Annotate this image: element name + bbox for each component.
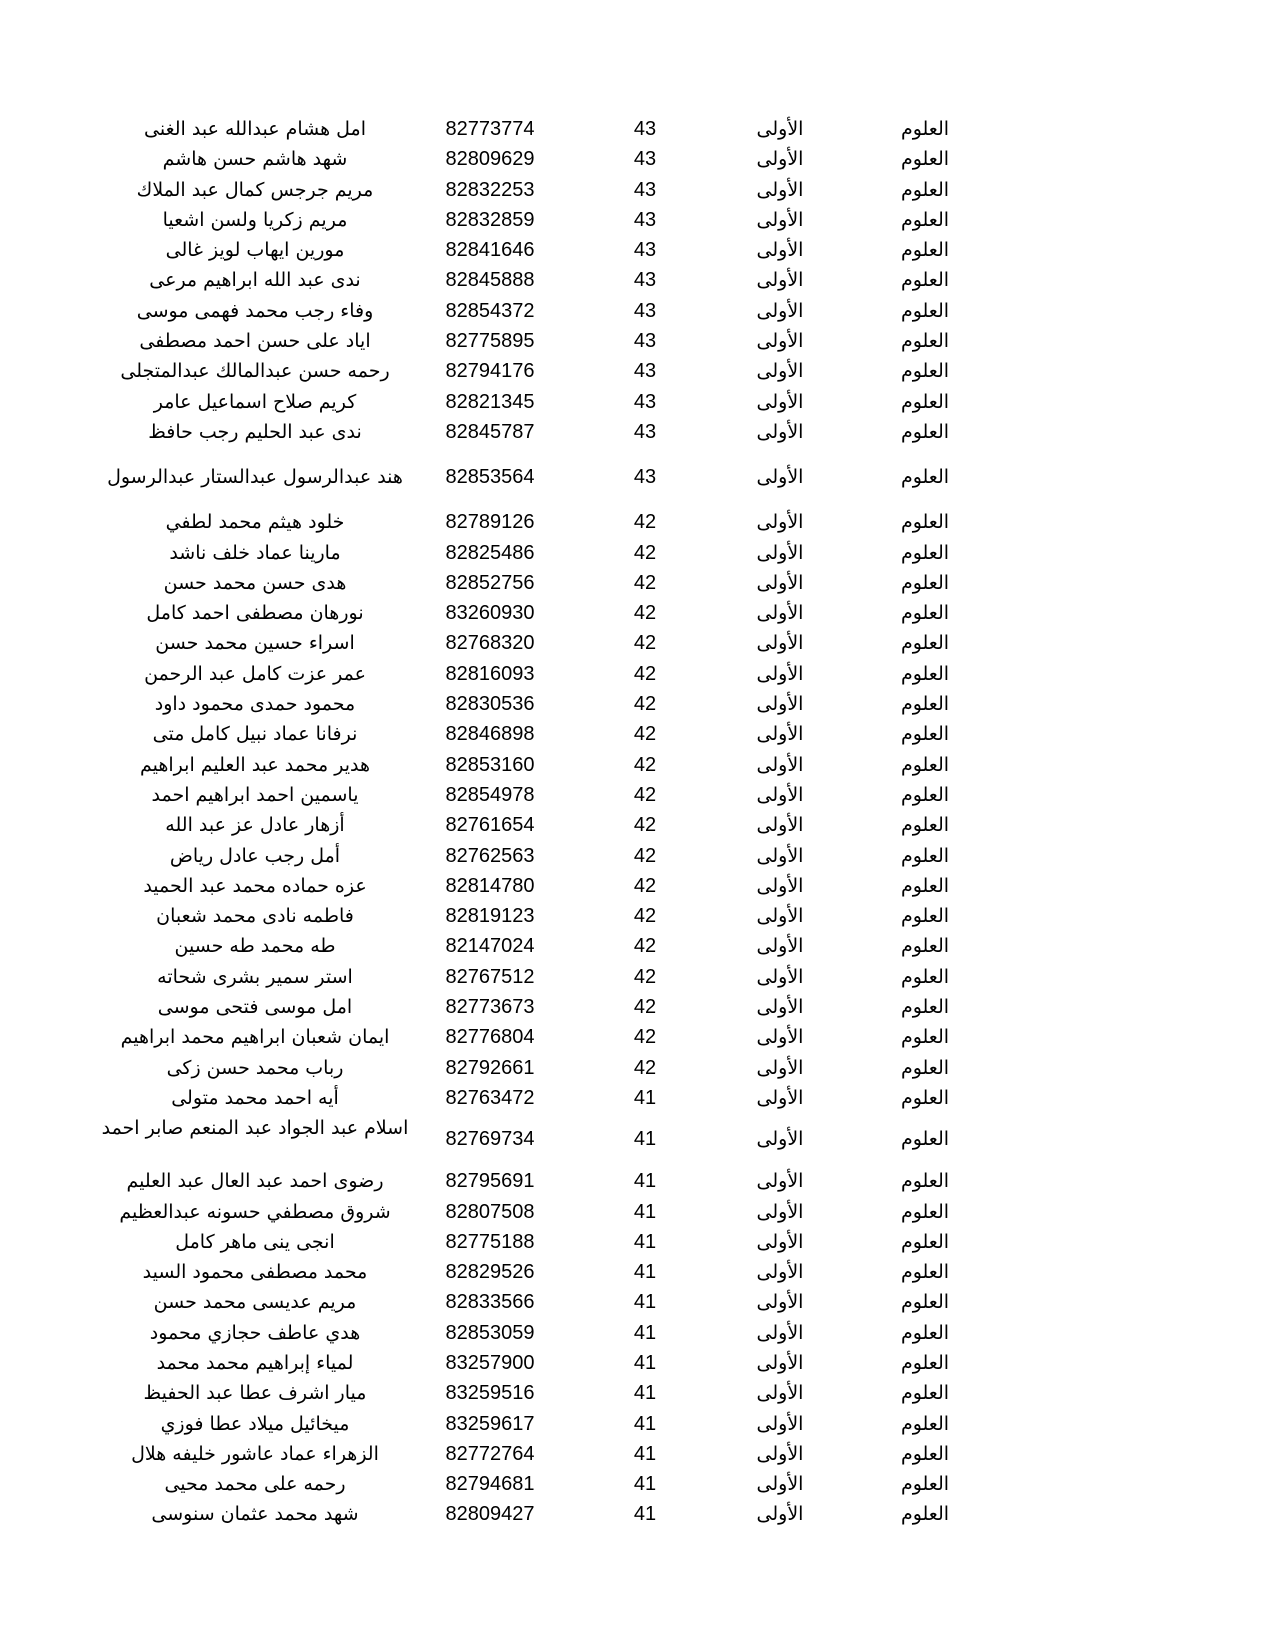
student-name-cell: أيه احمد محمد متولى <box>171 1086 339 1109</box>
student-name-cell: مارينا عماد خلف ناشد <box>169 541 341 564</box>
level-cell: الأولى <box>756 1200 804 1223</box>
student-name-cell: أمل رجب عادل رياض <box>169 844 341 867</box>
seat-number-cell: 82792661 <box>445 1056 535 1079</box>
subject-cell: العلوم <box>900 420 950 443</box>
score-cell: 43 <box>633 269 657 292</box>
student-name-cell: رضوى احمد عبد العال عبد العليم <box>126 1170 384 1193</box>
level-cell: الأولى <box>756 1026 804 1049</box>
score-cell: 42 <box>633 723 657 746</box>
seat-number-cell: 82832253 <box>445 178 535 201</box>
student-name-cell: امل موسى فتحى موسى <box>157 996 353 1019</box>
seat-number-cell: 83259617 <box>445 1412 535 1435</box>
seat-number-cell: 82789126 <box>445 511 535 534</box>
score-cell: 42 <box>633 874 657 897</box>
subject-cell: العلوم <box>900 1442 950 1465</box>
subject-cell: العلوم <box>900 541 950 564</box>
subject-cell: العلوم <box>900 269 950 292</box>
level-cell: الأولى <box>756 571 804 594</box>
level-cell: الأولى <box>756 723 804 746</box>
student-name-cell: أزهار عادل عز عبد الله <box>165 814 345 837</box>
results-list <box>0 114 1275 1530</box>
student-name-cell: ايمان شعبان ابراهيم محمد ابراهيم <box>120 1026 390 1049</box>
score-cell: 41 <box>633 1128 657 1151</box>
student-name-cell: لمياء إبراهيم محمد محمد <box>156 1351 354 1374</box>
seat-number-cell: 82773673 <box>445 996 535 1019</box>
seat-number-cell: 82769734 <box>445 1128 535 1151</box>
table-row <box>0 1287 1275 1317</box>
student-name-cell: محمد مصطفى محمود السيد <box>142 1261 368 1284</box>
level-cell: الأولى <box>756 1170 804 1193</box>
student-name-cell: رباب محمد حسن زكى <box>166 1056 344 1079</box>
student-name-cell: انجى ينى ماهر كامل <box>175 1230 335 1253</box>
level-cell: الأولى <box>756 1442 804 1465</box>
table-row <box>0 507 1275 537</box>
seat-number-cell: 82819123 <box>445 905 535 928</box>
seat-number-cell: 82830536 <box>445 693 535 716</box>
table-row <box>0 175 1275 205</box>
student-name-cell: نورهان مصطفى احمد كامل <box>146 602 364 625</box>
level-cell: الأولى <box>756 1412 804 1435</box>
student-name-cell: استر سمير بشرى شحاته <box>157 965 353 988</box>
level-cell: الأولى <box>756 269 804 292</box>
seat-number-cell: 82762563 <box>445 844 535 867</box>
level-cell: الأولى <box>756 330 804 353</box>
table-row <box>0 598 1275 628</box>
level-cell: الأولى <box>756 783 804 806</box>
level-cell: الأولى <box>756 390 804 413</box>
student-name-cell: مريم عديسى محمد حسن <box>153 1291 357 1314</box>
table-row <box>0 417 1275 447</box>
seat-number-cell: 82775895 <box>445 330 535 353</box>
subject-cell: العلوم <box>900 1321 950 1344</box>
subject-cell: العلوم <box>900 662 950 685</box>
level-cell: الأولى <box>756 1261 804 1284</box>
score-cell: 43 <box>633 299 657 322</box>
table-row <box>0 992 1275 1022</box>
subject-cell: العلوم <box>900 996 950 1019</box>
seat-number-cell: 82852756 <box>445 571 535 594</box>
level-cell: الأولى <box>756 466 804 489</box>
student-name-cell: شهد هاشم حسن هاشم <box>162 148 348 171</box>
score-cell: 42 <box>633 844 657 867</box>
table-row <box>0 1257 1275 1287</box>
level-cell: الأولى <box>756 905 804 928</box>
level-cell: الأولى <box>756 662 804 685</box>
table-row <box>0 871 1275 901</box>
score-cell: 41 <box>633 1086 657 1109</box>
score-cell: 42 <box>633 602 657 625</box>
table-row <box>0 235 1275 265</box>
subject-cell: العلوم <box>900 208 950 231</box>
seat-number-cell: 82845787 <box>445 420 535 443</box>
score-cell: 41 <box>633 1382 657 1405</box>
seat-number-cell: 82776804 <box>445 1026 535 1049</box>
subject-cell: العلوم <box>900 1128 950 1151</box>
student-name-cell: اسراء حسين محمد حسن <box>155 632 355 655</box>
table-row <box>0 296 1275 326</box>
student-name-cell: مورين ايهاب لويز غالى <box>165 239 345 262</box>
level-cell: الأولى <box>756 632 804 655</box>
level-cell: الأولى <box>756 1056 804 1079</box>
table-row <box>0 1439 1275 1469</box>
seat-number-cell: 82773774 <box>445 118 535 140</box>
table-row <box>0 841 1275 871</box>
table-row <box>0 659 1275 689</box>
score-cell: 43 <box>633 178 657 201</box>
score-cell: 42 <box>633 1056 657 1079</box>
table-row <box>0 1166 1275 1196</box>
level-cell: الأولى <box>756 511 804 534</box>
table-row <box>0 1083 1275 1113</box>
table-row <box>0 356 1275 386</box>
seat-number-cell: 82846898 <box>445 723 535 746</box>
level-cell: الأولى <box>756 1351 804 1374</box>
student-name-cell: فاطمه نادى محمد شعبان <box>156 905 354 928</box>
seat-number-cell: 82845888 <box>445 269 535 292</box>
table-row <box>0 265 1275 295</box>
score-cell: 41 <box>633 1291 657 1314</box>
student-name-cell: رحمه على محمد محيى <box>164 1473 346 1496</box>
level-cell: الأولى <box>756 208 804 231</box>
student-name-cell: طه محمد طه حسين <box>174 935 336 958</box>
subject-cell: العلوم <box>900 1261 950 1284</box>
subject-cell: العلوم <box>900 844 950 867</box>
subject-cell: العلوم <box>900 753 950 776</box>
table-row <box>0 114 1275 144</box>
subject-cell: العلوم <box>900 693 950 716</box>
score-cell: 41 <box>633 1200 657 1223</box>
score-cell: 41 <box>633 1503 657 1526</box>
subject-cell: العلوم <box>900 814 950 837</box>
student-name-cell: هند عبدالرسول عبدالستار عبدالرسول <box>107 466 403 489</box>
score-cell: 42 <box>633 1026 657 1049</box>
score-cell: 41 <box>633 1473 657 1496</box>
student-name-cell: هدي عاطف حجازي محمود <box>149 1321 361 1344</box>
subject-cell: العلوم <box>900 390 950 413</box>
subject-cell: العلوم <box>900 1086 950 1109</box>
table-row <box>0 1053 1275 1083</box>
level-cell: الأولى <box>756 148 804 171</box>
score-cell: 42 <box>633 662 657 685</box>
subject-cell: العلوم <box>900 632 950 655</box>
table-row <box>0 780 1275 810</box>
subject-cell: العلوم <box>900 935 950 958</box>
level-cell: الأولى <box>756 1291 804 1314</box>
student-name-cell: شهد محمد عثمان سنوسى <box>151 1503 359 1526</box>
seat-number-cell: 82147024 <box>445 935 535 958</box>
seat-number-cell: 82767512 <box>445 965 535 988</box>
student-name-cell: اياد على حسن احمد مصطفى <box>139 330 371 353</box>
table-row <box>0 144 1275 174</box>
table-row <box>0 628 1275 658</box>
level-cell: الأولى <box>756 360 804 383</box>
subject-cell: العلوم <box>900 1473 950 1496</box>
table-row <box>0 1348 1275 1378</box>
level-cell: الأولى <box>756 874 804 897</box>
score-cell: 41 <box>633 1442 657 1465</box>
score-cell: 41 <box>633 1261 657 1284</box>
subject-cell: العلوم <box>900 602 950 625</box>
seat-number-cell: 82854372 <box>445 299 535 322</box>
level-cell: الأولى <box>756 1503 804 1526</box>
score-cell: 42 <box>633 996 657 1019</box>
score-cell: 43 <box>633 148 657 171</box>
subject-cell: العلوم <box>900 874 950 897</box>
table-row <box>0 1469 1275 1499</box>
seat-number-cell: 82794176 <box>445 360 535 383</box>
seat-number-cell: 82772764 <box>445 1442 535 1465</box>
subject-cell: العلوم <box>900 330 950 353</box>
subject-cell: العلوم <box>900 905 950 928</box>
level-cell: الأولى <box>756 541 804 564</box>
subject-cell: العلوم <box>900 965 950 988</box>
subject-cell: العلوم <box>900 511 950 534</box>
level-cell: الأولى <box>756 844 804 867</box>
table-row <box>0 1378 1275 1408</box>
table-row <box>0 1113 1275 1166</box>
table-row <box>0 689 1275 719</box>
subject-cell: العلوم <box>900 178 950 201</box>
score-cell: 43 <box>633 466 657 489</box>
seat-number-cell: 83260930 <box>445 602 535 625</box>
seat-number-cell: 82809427 <box>445 1503 535 1526</box>
seat-number-cell: 82821345 <box>445 390 535 413</box>
subject-cell: العلوم <box>900 1291 950 1314</box>
table-row <box>0 205 1275 235</box>
subject-cell: العلوم <box>900 360 950 383</box>
level-cell: الأولى <box>756 420 804 443</box>
seat-number-cell: 82825486 <box>445 541 535 564</box>
table-row <box>0 750 1275 780</box>
student-name-cell: نرفانا عماد نبيل كامل متى <box>152 723 358 746</box>
score-cell: 43 <box>633 390 657 413</box>
subject-cell: العلوم <box>900 1056 950 1079</box>
seat-number-cell: 82809629 <box>445 148 535 171</box>
table-row <box>0 1499 1275 1529</box>
score-cell: 41 <box>633 1321 657 1344</box>
level-cell: الأولى <box>756 753 804 776</box>
score-cell: 41 <box>633 1170 657 1193</box>
table-row <box>0 1197 1275 1227</box>
subject-cell: العلوم <box>900 723 950 746</box>
score-cell: 43 <box>633 330 657 353</box>
seat-number-cell: 82841646 <box>445 239 535 262</box>
score-cell: 43 <box>633 208 657 231</box>
score-cell: 42 <box>633 753 657 776</box>
level-cell: الأولى <box>756 1086 804 1109</box>
subject-cell: العلوم <box>900 783 950 806</box>
score-cell: 43 <box>633 420 657 443</box>
student-name-cell: الزهراء عماد عاشور خليفه هلال <box>131 1442 379 1465</box>
seat-number-cell: 82768320 <box>445 632 535 655</box>
level-cell: الأولى <box>756 1230 804 1253</box>
table-row <box>0 326 1275 356</box>
seat-number-cell: 82807508 <box>445 1200 535 1223</box>
subject-cell: العلوم <box>900 1200 950 1223</box>
score-cell: 42 <box>633 814 657 837</box>
score-cell: 42 <box>633 783 657 806</box>
student-name-cell: ميخائيل ميلاد عطا فوزي <box>160 1412 350 1435</box>
seat-number-cell: 82761654 <box>445 814 535 837</box>
level-cell: الأولى <box>756 996 804 1019</box>
seat-number-cell: 82854978 <box>445 783 535 806</box>
level-cell: الأولى <box>756 935 804 958</box>
subject-cell: العلوم <box>900 1170 950 1193</box>
level-cell: الأولى <box>756 1473 804 1496</box>
seat-number-cell: 82763472 <box>445 1086 535 1109</box>
subject-cell: العلوم <box>900 1412 950 1435</box>
student-name-cell: كريم صلاح اسماعيل عامر <box>153 390 357 413</box>
seat-number-cell: 82795691 <box>445 1170 535 1193</box>
subject-cell: العلوم <box>900 466 950 489</box>
seat-number-cell: 82829526 <box>445 1261 535 1284</box>
student-name-cell: عمر عزت كامل عبد الرحمن <box>144 662 366 685</box>
level-cell: الأولى <box>756 693 804 716</box>
score-cell: 42 <box>633 632 657 655</box>
table-row <box>0 447 1275 507</box>
seat-number-cell: 83259516 <box>445 1382 535 1405</box>
seat-number-cell: 82794681 <box>445 1473 535 1496</box>
level-cell: الأولى <box>756 299 804 322</box>
score-cell: 42 <box>633 571 657 594</box>
seat-number-cell: 82814780 <box>445 874 535 897</box>
table-row <box>0 719 1275 749</box>
table-row <box>0 538 1275 568</box>
student-name-cell: شروق مصطفي حسونه عبدالعظيم <box>119 1200 391 1223</box>
student-name-cell: مريم جرجس كمال عبد الملاك <box>136 178 374 201</box>
student-name-cell: اسلام عبد الجواد عبد المنعم صابر احمد <box>101 1117 409 1140</box>
score-cell: 42 <box>633 693 657 716</box>
subject-cell: العلوم <box>900 1382 950 1405</box>
score-cell: 43 <box>633 118 657 140</box>
table-row <box>0 1318 1275 1348</box>
table-row <box>0 931 1275 961</box>
table-row <box>0 1227 1275 1257</box>
table-row <box>0 568 1275 598</box>
seat-number-cell: 82853564 <box>445 466 535 489</box>
subject-cell: العلوم <box>900 299 950 322</box>
score-cell: 41 <box>633 1351 657 1374</box>
student-name-cell: ندى عبد الله ابراهيم مرعى <box>149 269 361 292</box>
table-row <box>0 962 1275 992</box>
level-cell: الأولى <box>756 1321 804 1344</box>
seat-number-cell: 82832859 <box>445 208 535 231</box>
student-name-cell: ميار اشرف عطا عبد الحفيظ <box>143 1382 367 1405</box>
level-cell: الأولى <box>756 814 804 837</box>
seat-number-cell: 83257900 <box>445 1351 535 1374</box>
subject-cell: العلوم <box>900 1351 950 1374</box>
seat-number-cell: 82833566 <box>445 1291 535 1314</box>
seat-number-cell: 82816093 <box>445 662 535 685</box>
score-cell: 43 <box>633 239 657 262</box>
score-cell: 42 <box>633 541 657 564</box>
subject-cell: العلوم <box>900 148 950 171</box>
student-name-cell: عزه حماده محمد عبد الحميد <box>143 874 367 897</box>
seat-number-cell: 82853059 <box>445 1321 535 1344</box>
student-name-cell: هدى حسن محمد حسن <box>163 571 347 594</box>
student-name-cell: ندى عبد الحليم رجب حافظ <box>148 420 362 443</box>
score-cell: 42 <box>633 511 657 534</box>
table-row <box>0 387 1275 417</box>
score-cell: 43 <box>633 360 657 383</box>
level-cell: الأولى <box>756 239 804 262</box>
table-row <box>0 810 1275 840</box>
student-name-cell: ياسمين احمد ابراهيم احمد <box>151 783 359 806</box>
student-name-cell: خلود هيثم محمد لطفي <box>165 511 345 534</box>
score-cell: 41 <box>633 1412 657 1435</box>
student-name-cell: وفاء رجب محمد فهمى موسى <box>136 299 374 322</box>
level-cell: الأولى <box>756 1128 804 1151</box>
level-cell: الأولى <box>756 178 804 201</box>
level-cell: الأولى <box>756 118 804 140</box>
table-row <box>0 1022 1275 1052</box>
seat-number-cell: 82853160 <box>445 753 535 776</box>
score-cell: 41 <box>633 1230 657 1253</box>
student-name-cell: هدير محمد عبد العليم ابراهيم <box>140 753 370 776</box>
score-cell: 42 <box>633 935 657 958</box>
score-cell: 42 <box>633 905 657 928</box>
subject-cell: العلوم <box>900 118 950 140</box>
student-name-cell: محمود حمدى محمود داود <box>154 693 356 716</box>
subject-cell: العلوم <box>900 571 950 594</box>
level-cell: الأولى <box>756 602 804 625</box>
student-name-cell: امل هشام عبدالله عبد الغنى <box>144 118 366 140</box>
level-cell: الأولى <box>756 965 804 988</box>
table-row <box>0 901 1275 931</box>
student-name-cell: رحمه حسن عبدالمالك عبدالمتجلى <box>120 360 390 383</box>
subject-cell: العلوم <box>900 239 950 262</box>
subject-cell: العلوم <box>900 1230 950 1253</box>
table-row <box>0 1409 1275 1439</box>
student-name-cell: مريم زكريا ولسن اشعيا <box>162 208 348 231</box>
seat-number-cell: 82775188 <box>445 1230 535 1253</box>
score-cell: 42 <box>633 965 657 988</box>
subject-cell: العلوم <box>900 1503 950 1526</box>
subject-cell: العلوم <box>900 1026 950 1049</box>
level-cell: الأولى <box>756 1382 804 1405</box>
